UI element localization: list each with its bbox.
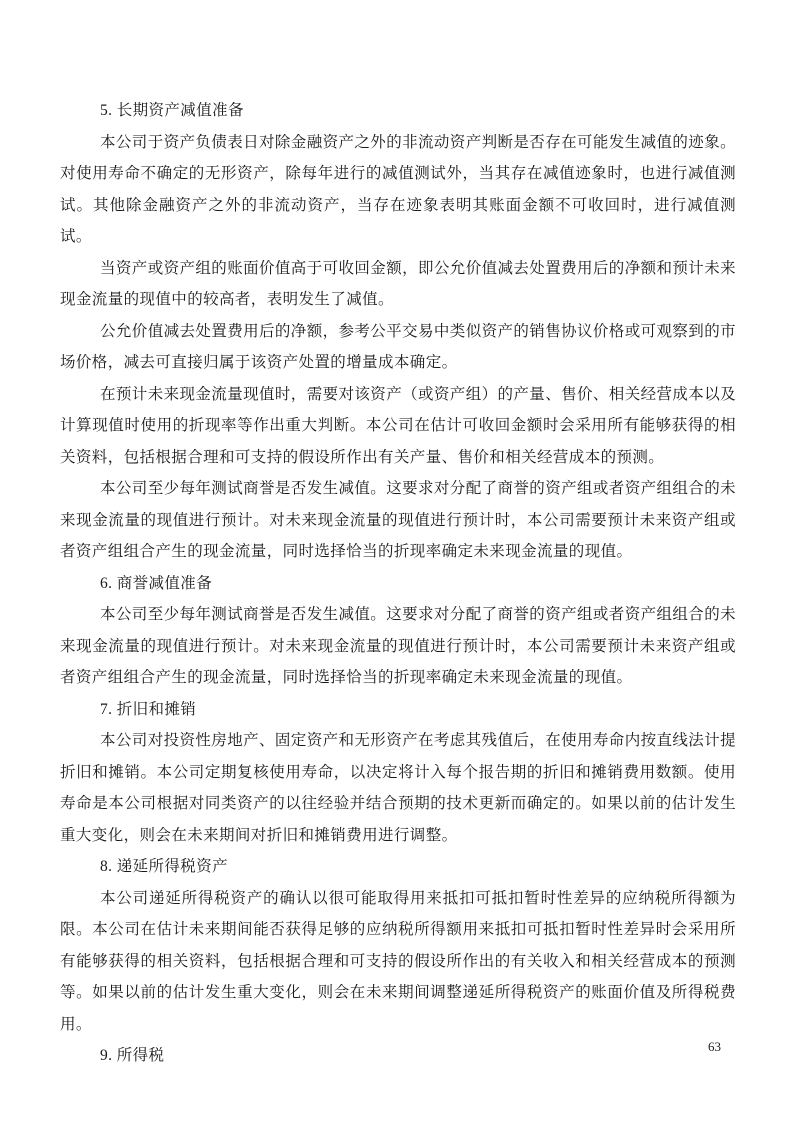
section-heading: 9. 所得税 xyxy=(100,1047,165,1064)
section-heading: 8. 递延所得税资产 xyxy=(100,858,229,875)
paragraph: 本公司对投资性房地产、固定资产和无形资产在考虑其残值后，在使用寿命内按直线法计提折旧和摊销。本公司定期复核使用寿命，以决定将计入每个报告期的折旧和摊销费用数额。使用寿命是本公司根据对同类资产的以往经验并结合预期的技术更新而确定的。如果以前的估计发生重大变化，则会在未来期间对折旧和摊销费用进行调整。 xyxy=(60,732,737,844)
section-heading: 7. 折旧和摊销 xyxy=(100,700,197,718)
document-body xyxy=(60,95,736,1072)
paragraph: 本公司至少每年测试商誉是否发生减值。这要求对分配了商誉的资产组或者资产组组合的未来现金流量的现值进行预计。对未来现金流量的现值进行预计时，本公司需要预计未来资产组或者资产组组合产生的现金流量，同时选择恰当的折现率确定未来现金流量的现值。 xyxy=(60,480,737,560)
section-heading: 5. 长期资产减值准备 xyxy=(100,102,244,119)
paragraph: 公允价值减去处置费用后的净额，参考公平交易中类似资产的销售协议价格或可观察到的市场价格，减去可直接归属于该资产处置的增量成本确定。 xyxy=(60,322,737,371)
paragraph: 当资产或资产组的账面价值高于可收回金额，即公允价值减去处置费用后的净额和预计未来现金流量的现值中的较高者，表明发生了减值。 xyxy=(60,259,737,308)
page-number: 63 xyxy=(708,1039,721,1054)
page-footer xyxy=(708,1038,721,1056)
paragraph: 在预计未来现金流量现值时，需要对该资产（或资产组）的产量、售价、相关经营成本以及计算现值时使用的折现率等作出重大判断。本公司在估计可收回金额时会采用所有能够获得的相关资料，包括根据合理和可支持的假设所作出有关产量、售价和相关经营成本的预测。 xyxy=(60,385,737,466)
section-heading: 6. 商誉减值准备 xyxy=(100,574,213,592)
paragraph: 本公司于资产负债表日对除金融资产之外的非流动资产判断是否存在可能发生减值的迹象。对使用寿命不确定的无形资产，除每年进行的减值测试外，当其存在减值迹象时，也进行减值测试。其他除金融资产之外的非流动资产，当存在迹象表明其账面金额不可收回时，进行减值测试。 xyxy=(60,133,737,245)
paragraph: 本公司至少每年测试商誉是否发生减值。这要求对分配了商誉的资产组或者资产组组合的未来现金流量的现值进行预计。对未来现金流量的现值进行预计时，本公司需要预计未来资产组或者资产组组合产生的现金流量，同时选择恰当的折现率确定未来现金流量的现值。 xyxy=(60,606,737,686)
paragraph: 本公司递延所得税资产的确认以很可能取得用来抵扣可抵扣暂时性差异的应纳税所得额为限。本公司在估计未来期间能否获得足够的应纳税所得额用来抵扣可抵扣暂时性差异时会采用所有能够获得的相关资料，包括根据合理和可支持的假设所作出的有关收入和相关经营成本的预测等。如果以前的估计发生重大变化，则会在未来期间调整递延所得税资产的账面价值及所得税费用。 xyxy=(60,889,736,1033)
